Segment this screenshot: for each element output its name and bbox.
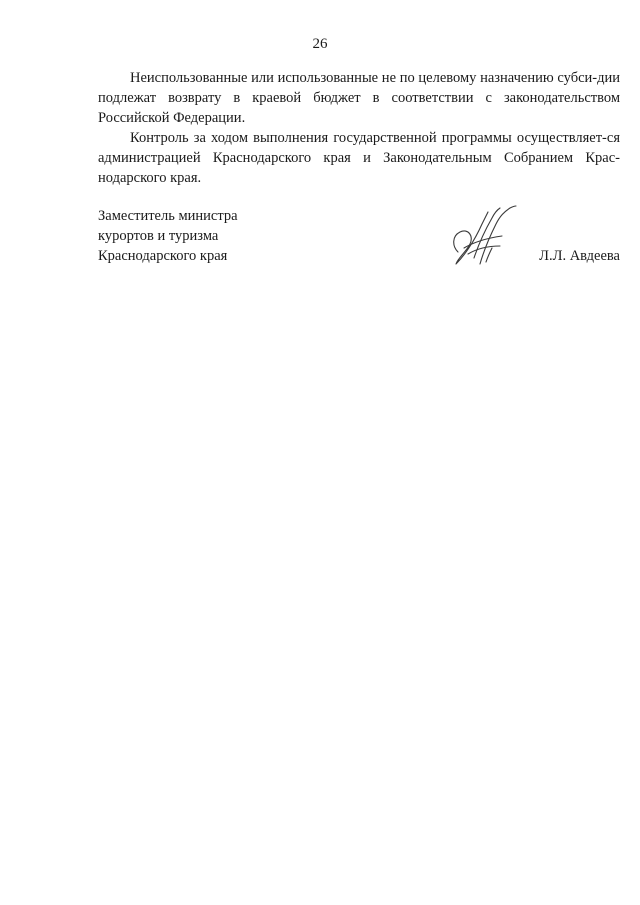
document-body — [98, 68, 620, 188]
position-line-3: Краснодарского края — [98, 248, 228, 264]
paragraph-program-control: Контроль за ходом выполнения государственной программы осуществляет-ся администрацией Краснодарского края и Законодательным Собранием Крас-нодарского края. — [98, 130, 620, 186]
signatory-position — [98, 206, 238, 266]
position-line-2: курортов и туризма — [98, 228, 219, 244]
signatory-name: Л.Л. Авдеева — [539, 248, 620, 264]
position-line-1: Заместитель министра — [98, 208, 238, 224]
paragraph-subsidy-return: Неиспользованные или использованные не по целевому назначению субси-дии подлежат возврату в краевой бюджет в соответствии с законодательством Российской Федерации. — [98, 70, 620, 126]
signature-block — [98, 206, 620, 286]
page-number: 26 — [312, 36, 328, 52]
handwritten-signature-icon — [444, 202, 522, 272]
